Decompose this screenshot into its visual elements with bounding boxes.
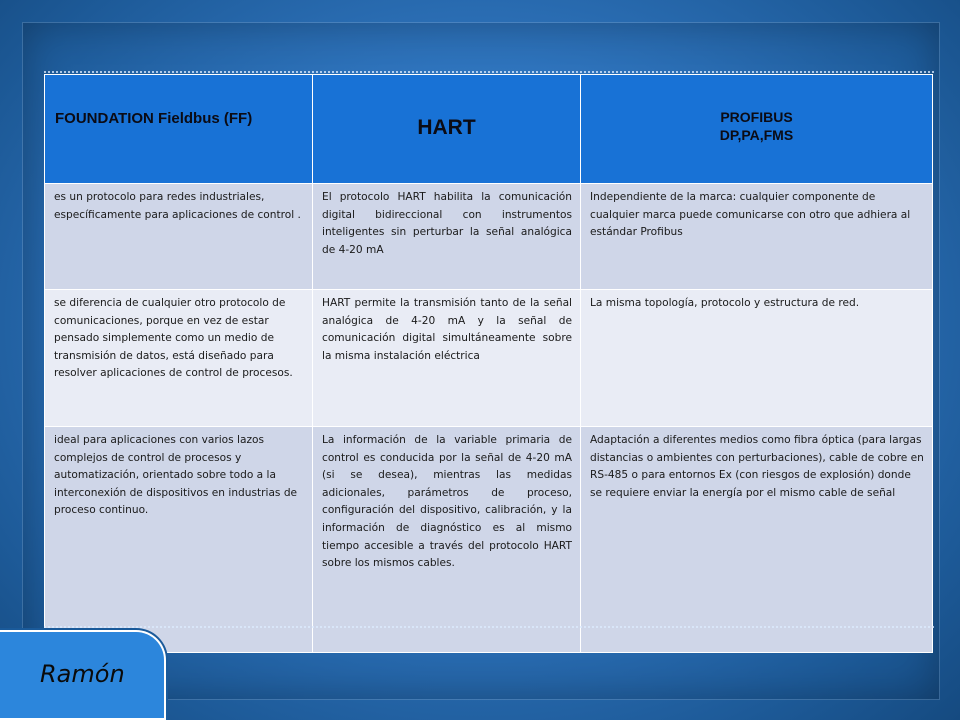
table-row — [45, 427, 933, 653]
author-name: Ramón — [40, 660, 125, 688]
dotted-divider-top — [44, 71, 934, 73]
table-cell: Independiente de la marca: cualquier componente de cualquier marca puede comunicarse con otro que adhiera al estándar Profibus — [581, 184, 933, 290]
table-row — [45, 290, 933, 427]
table-cell: ideal para aplicaciones con varios lazos complejos de control de procesos y automatización, orientado sobre todo a la interconexión de dispositivos en industrias de proceso continuo. — [45, 427, 313, 653]
table-cell: El protocolo HART habilita la comunicación digital bidireccional con instrumentos inteligentes sin perturbar la señal analógica de 4-20 mA — [313, 184, 581, 290]
dotted-divider-bottom — [44, 626, 934, 628]
table-cell: La información de la variable primaria de control es conducida por la señal de 4-20 mA (si se desea), mientras las medidas adicionales, parámetros de proceso, configuración del dispositivo, calibración, y la información de diagnóstico es al mismo tiempo accesible a través del protocolo HART sobre los mismos cables. — [313, 427, 581, 653]
header-row — [45, 75, 933, 184]
table-row — [45, 184, 933, 290]
protocol-comparison-table — [44, 74, 933, 653]
table-cell: La misma topología, protocolo y estructura de red. — [581, 290, 933, 427]
table-cell: se diferencia de cualquier otro protocolo de comunicaciones, porque en vez de estar pensado simplemente como un medio de transmisión de datos, está diseñado para resolver aplicaciones de control de procesos. — [45, 290, 313, 427]
header-hart: HART — [313, 75, 581, 184]
table-cell: HART permite la transmisión tanto de la señal analógica de 4-20 mA y la señal de comunicación digital simultáneamente sobre la misma instalación eléctrica — [313, 290, 581, 427]
table-cell: es un protocolo para redes industriales, específicamente para aplicaciones de control . — [45, 184, 313, 290]
header-foundation-fieldbus: FOUNDATION Fieldbus (FF) — [45, 75, 313, 184]
table-cell: Adaptación a diferentes medios como fibra óptica (para largas distancias o ambientes con perturbaciones), cable de cobre en RS-485 o para entornos Ex (con riesgos de explosión) donde se requiere enviar la energía por el mismo cable de señal — [581, 427, 933, 653]
header-profibus — [581, 75, 933, 184]
header-profibus-label: PROFIBUS DP,PA,FMS — [719, 108, 794, 143]
